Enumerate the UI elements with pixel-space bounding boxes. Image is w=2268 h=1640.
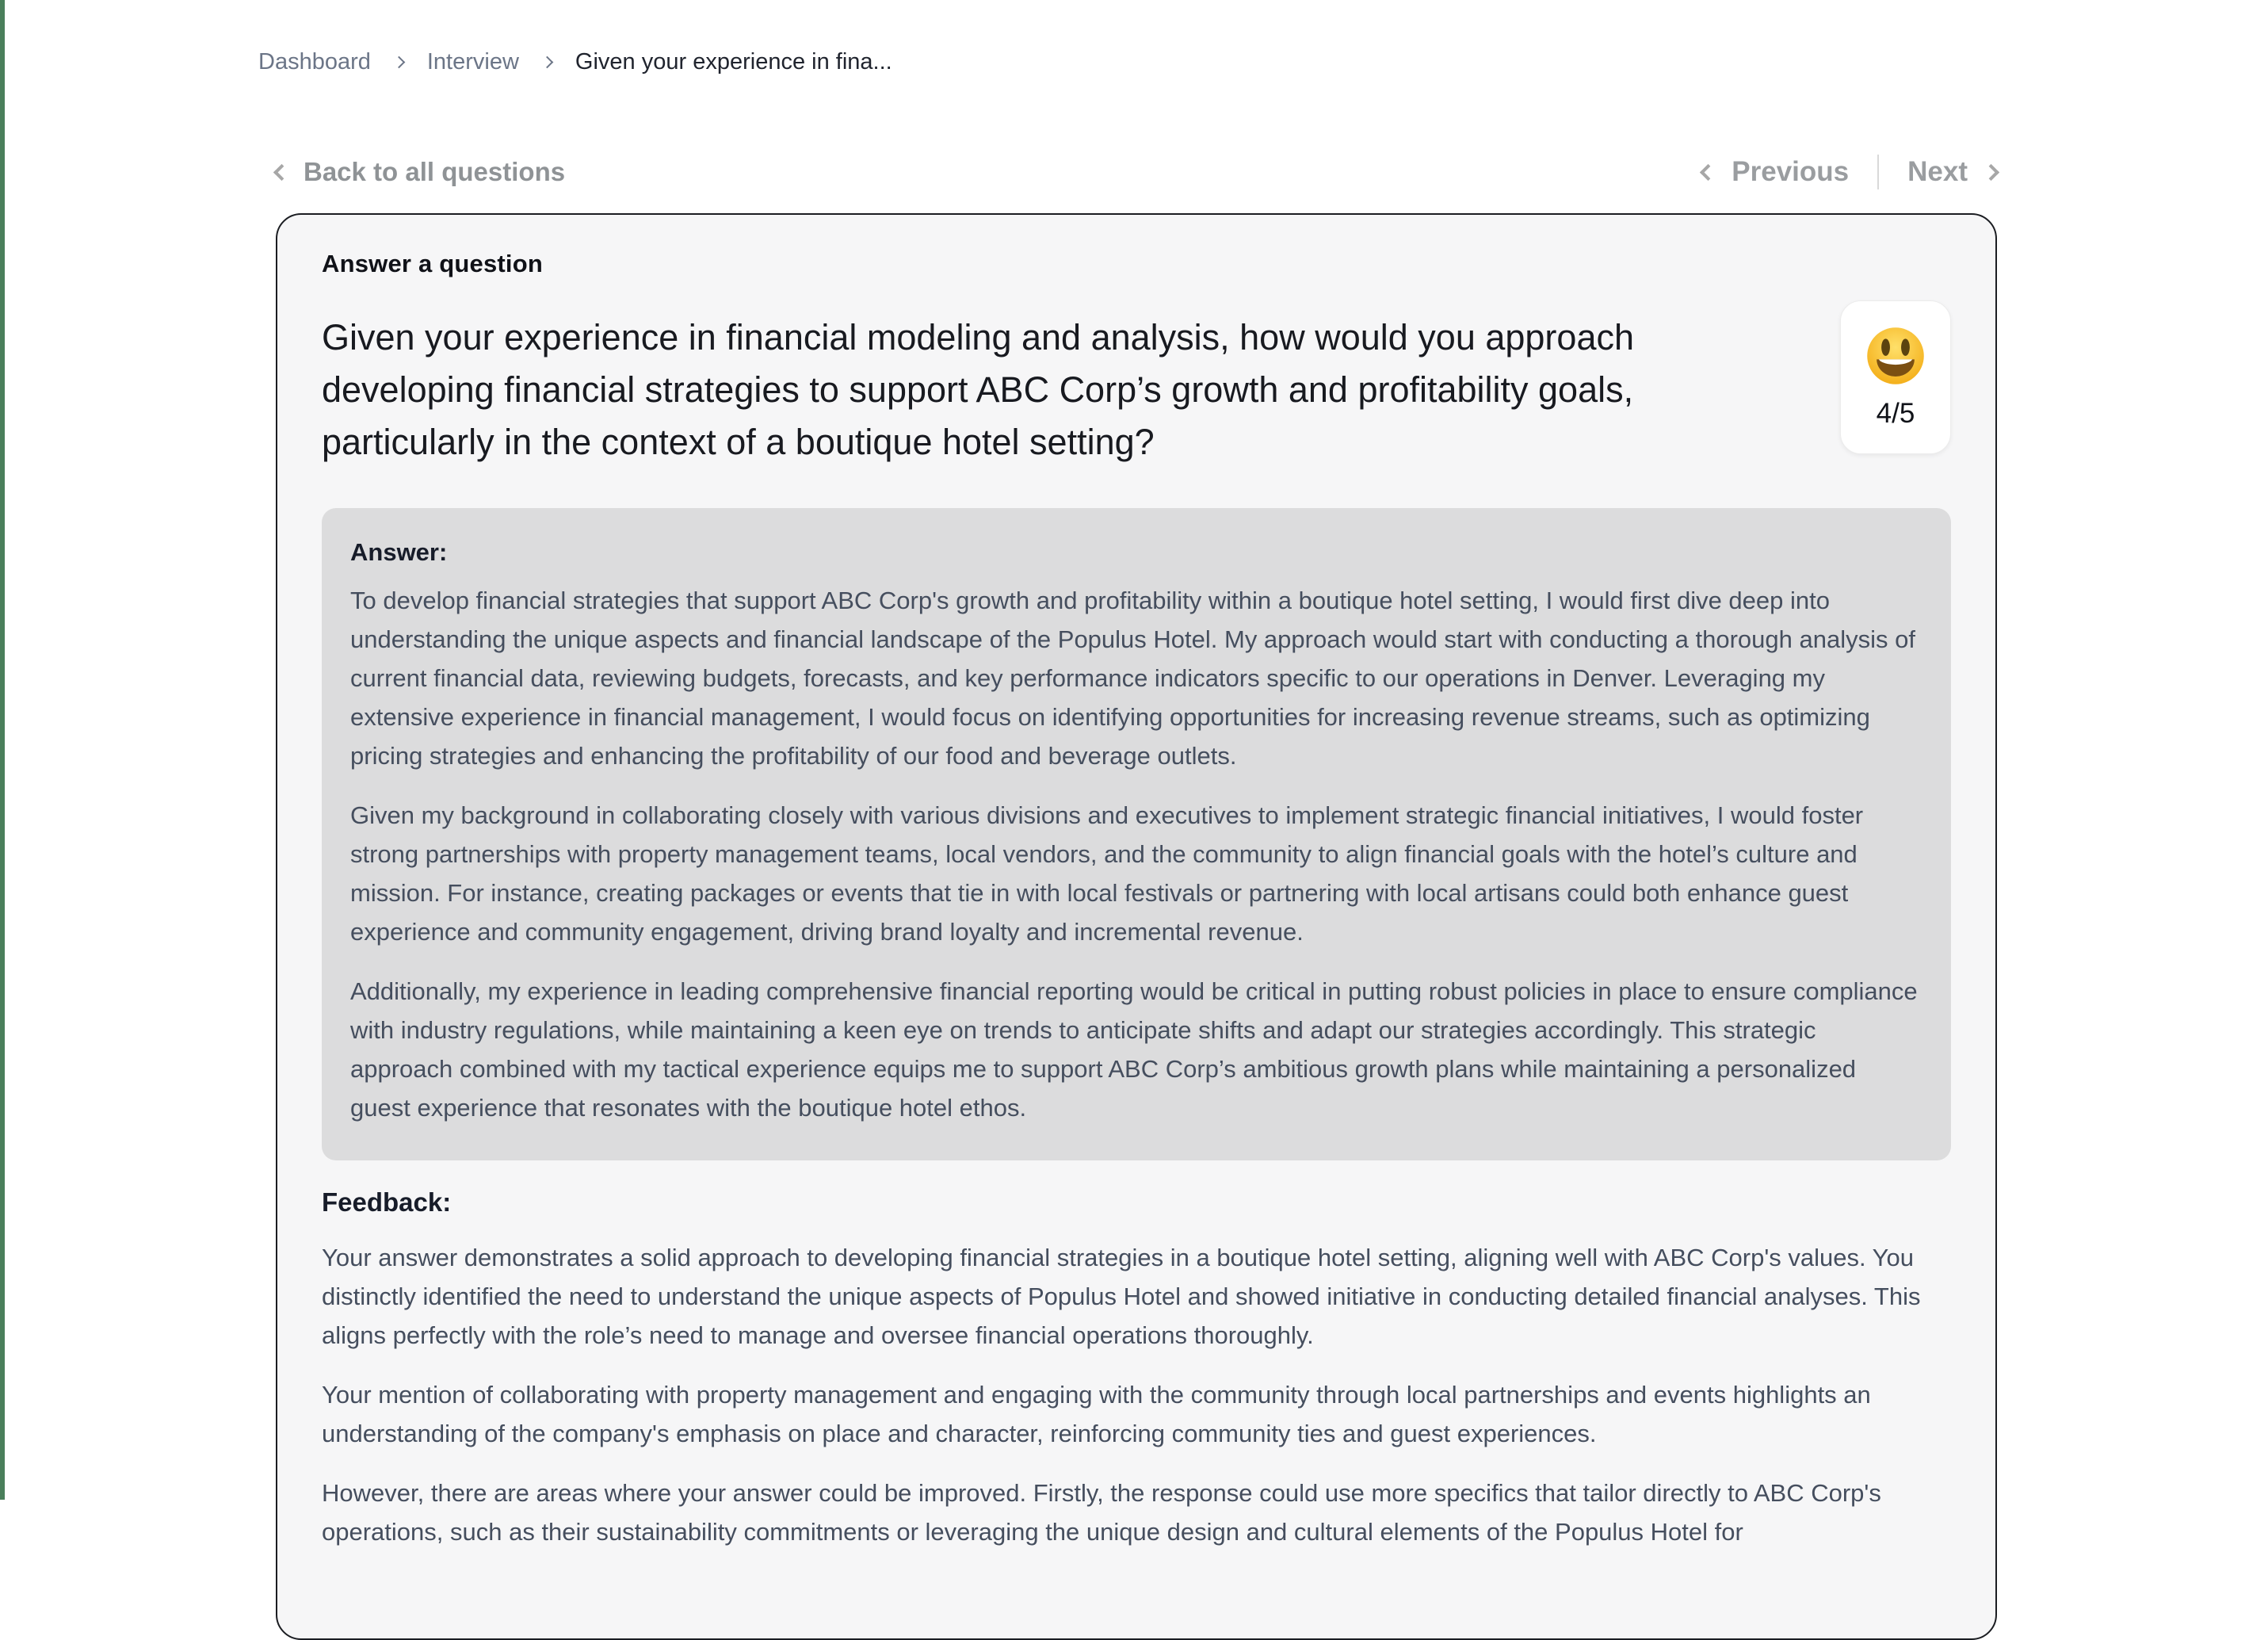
breadcrumb-separator-icon — [541, 56, 554, 69]
next-label: Next — [1907, 156, 1968, 187]
feedback-paragraph: However, there are areas where your answer could be improved. Firstly, the response could use more specifics that tailor directly to ABC Corp's operations, such as their sustainability commitments or leveraging the unique design and cultural elements of the Populus Hotel for — [322, 1479, 1881, 1546]
feedback-paragraph: Your answer demonstrates a solid approach to developing financial strategies in a boutique hotel setting, aligning well with ABC Corp's values. You distinctly identified the need to understand the unique aspects of Populus Hotel and showed initiative in conducting detailed financial analyses. This aligns perfectly with the role’s need to manage and oversee financial operations thoroughly. — [322, 1244, 1921, 1349]
previous-label: Previous — [1732, 156, 1850, 187]
question-nav-row — [276, 151, 1997, 193]
question-row — [322, 312, 1951, 468]
card-heading: Answer a question — [322, 250, 544, 277]
question-card — [276, 213, 1997, 1640]
back-to-all-questions-label: Back to all questions — [304, 157, 566, 186]
feedback-section — [322, 1187, 1951, 1551]
pager — [1702, 155, 1997, 189]
breadcrumb-interview[interactable]: Interview — [426, 49, 519, 75]
page-container — [258, 0, 1997, 1640]
breadcrumb-current-question: Given your experience in fina... — [575, 49, 892, 75]
feedback-label: Feedback: — [322, 1187, 452, 1217]
feedback-paragraph: Your mention of collaborating with property management and engaging with the community through local partnerships and events highlights an understanding of the company's emphasis on place and character, reinforcing community ties and guest experiences. — [322, 1381, 1871, 1447]
question-text: Given your experience in financial modeling and analysis, how would you approach developing financial strategies to support ABC Corp’s growth and profitability goals, particularly in the context of a boutique hotel setting? — [322, 317, 1634, 462]
chevron-left-icon — [273, 163, 290, 180]
rating-card — [1840, 300, 1951, 454]
back-to-all-questions-button[interactable] — [276, 157, 565, 187]
answer-box — [322, 508, 1951, 1160]
chevron-left-icon — [1700, 163, 1716, 180]
breadcrumb-separator-icon — [393, 56, 406, 69]
rating-score: 4/5 — [1876, 398, 1915, 429]
previous-question-button[interactable] — [1702, 156, 1849, 188]
answer-paragraph: Additionally, my experience in leading comprehensive financial reporting would be critical in putting robust policies in place to ensure compliance with industry regulations, while maintaining a keen eye on trends to anticipate shifts and adapt our strategies accordingly. This strategic approach combined with my tactical experience equips me to support ABC Corp’s ambitious growth plans while maintaining a personalized guest experience that resonates with the boutique hotel ethos. — [350, 977, 1918, 1122]
answer-label: Answer: — [350, 538, 448, 566]
breadcrumb-dashboard[interactable]: Dashboard — [258, 49, 371, 75]
breadcrumb — [258, 49, 1997, 75]
chevron-right-icon — [1983, 163, 1999, 180]
next-question-button[interactable] — [1907, 156, 1997, 188]
answer-paragraph: To develop financial strategies that support ABC Corp's growth and profitability within a boutique hotel setting, I would first dive deep into understanding the unique aspects and financial landscape of the Populus Hotel. My approach would start with conducting a thorough analysis of current financial data, reviewing budgets, forecasts, and key performance indicators specific to our operations in Denver. Leveraging my extensive experience in financial management, I would focus on identifying opportunities for increasing revenue streams, such as optimizing pricing strategies and enhancing the profitability of our food and beverage outlets. — [350, 587, 1915, 770]
answer-paragraph: Given my background in collaborating closely with various divisions and executives to implement strategic financial initiatives, I would foster strong partnerships with property management teams, local vendors, and the community to align financial goals with the hotel’s culture and mission. For instance, creating packages or events that tie in with local festivals or partnering with local artisans could both enhance guest experience and community engagement, driving brand loyalty and incremental revenue. — [350, 801, 1864, 946]
left-accent-bar — [0, 0, 5, 1500]
grinning-face-emoji-icon — [1865, 325, 1926, 387]
pager-divider — [1877, 155, 1879, 189]
